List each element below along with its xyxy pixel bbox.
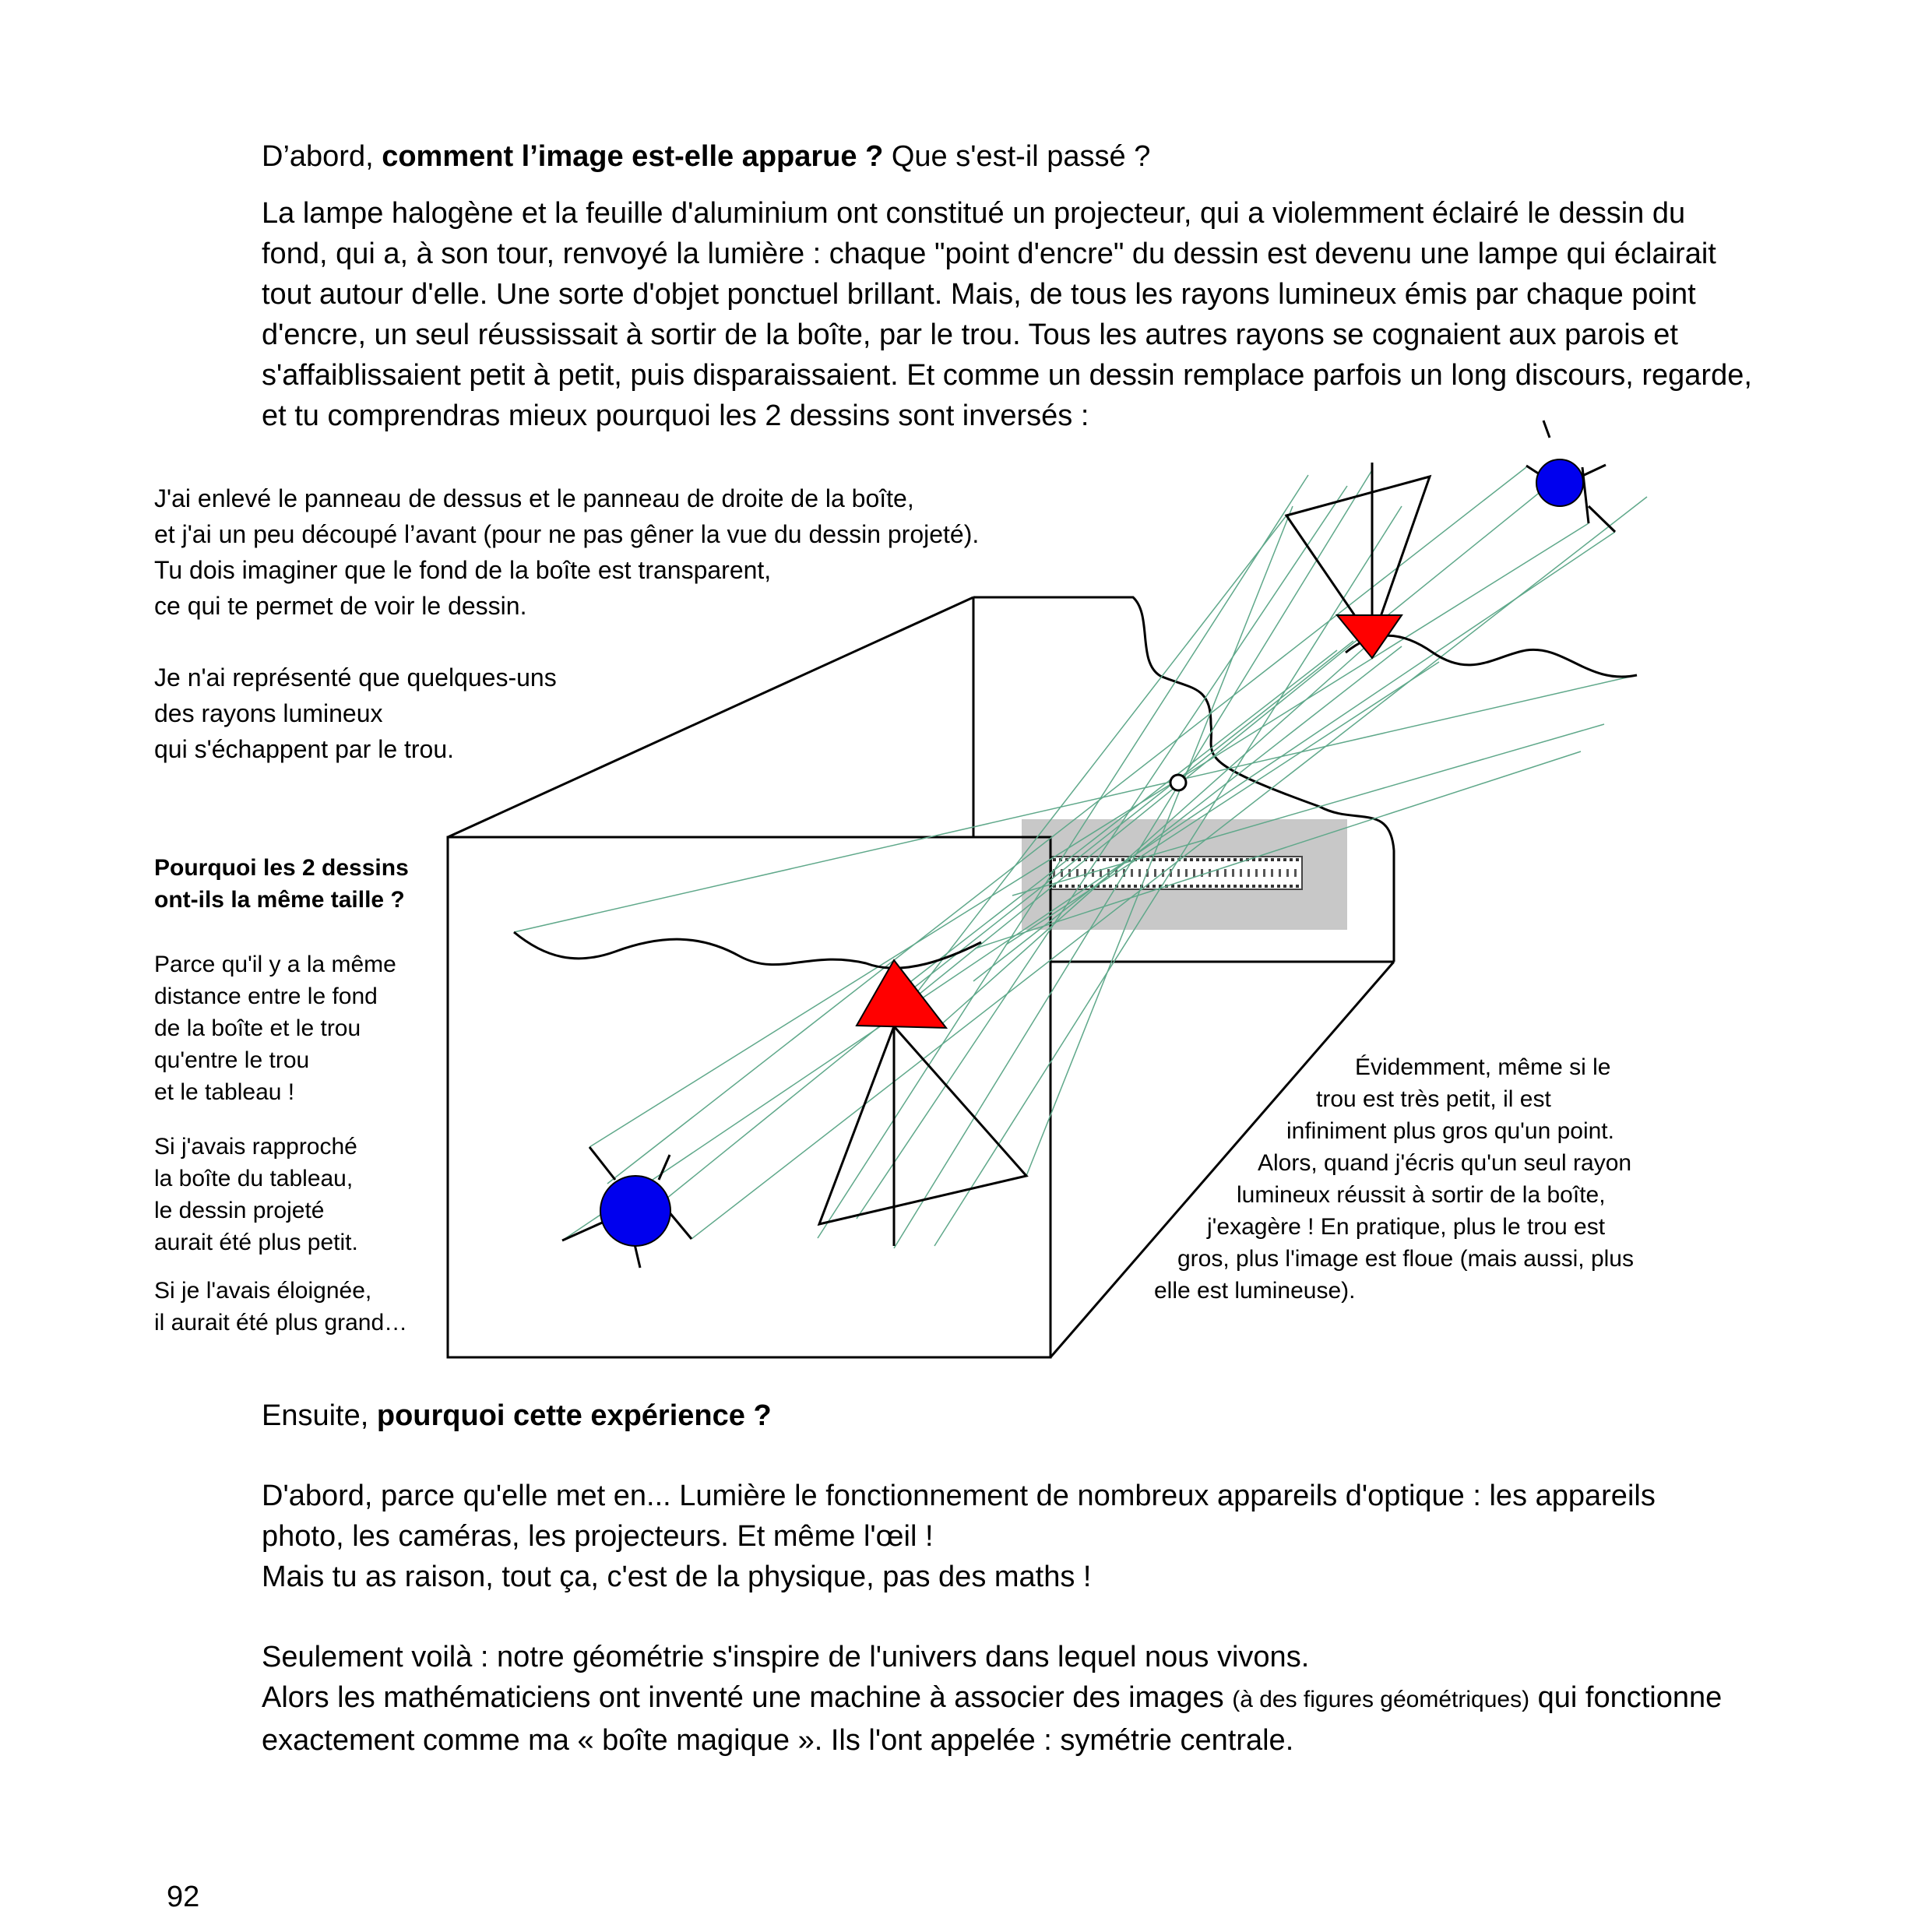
original-sun-ray — [589, 1147, 615, 1180]
question-line: Pourquoi les 2 dessins — [154, 855, 409, 881]
farther-line: Si je l'avais éloignée, — [154, 1278, 372, 1304]
answer-line: distance entre le fond — [154, 984, 378, 1009]
evidently-line: lumineux réussit à sortir de la boîte, — [1237, 1182, 1606, 1208]
original-sun-ray — [668, 1211, 692, 1239]
answer-line: qu'entre le trou — [154, 1047, 310, 1073]
geometry-line2-prefix: Alors les mathématiciens ont inventé une machine à associer des images — [262, 1681, 1233, 1714]
answer-line: de la boîte et le trou — [154, 1015, 361, 1041]
question-line: ont-ils la même taille ? — [154, 887, 405, 913]
then-heading — [262, 1395, 772, 1436]
evidently-line: gros, plus l'image est floue (mais aussi, plus — [1177, 1246, 1634, 1272]
note-line: et j'ai un peu découpé l’avant (pour ne pas gêner la vue du dessin projeté). — [154, 520, 980, 548]
same-size-question — [154, 852, 409, 916]
note-line: qui s'échappent par le trou. — [154, 735, 455, 763]
farther-note — [154, 1275, 407, 1339]
closer-note — [154, 1131, 358, 1258]
answer-line: et le tableau ! — [154, 1079, 295, 1105]
geometry-line: exactement comme ma « boîte magique ». Ils l'ont appelée : symétrie centrale. — [262, 1724, 1294, 1757]
evidently-line: trou est très petit, il est — [1316, 1086, 1551, 1112]
intro-bold-question: comment l’image est-elle apparue ? — [382, 140, 884, 173]
intro-line: d'encre, un seul réussissait à sortir de la boîte, par le trou. Tous les autres rayons se cognaient aux parois et — [262, 318, 1678, 351]
note-line: Tu dois imaginer que le fond de la boîte est transparent, — [154, 556, 772, 584]
intro-suffix: Que s'est-il passé ? — [883, 140, 1151, 173]
note-line: J'ai enlevé le panneau de dessus et le panneau de droite de la boîte, — [154, 484, 914, 512]
evidently-line: elle est lumineuse). — [1154, 1278, 1356, 1304]
then-prefix: Ensuite, — [262, 1399, 377, 1432]
geometry-line2-small: (à des figures géométriques) — [1232, 1687, 1530, 1712]
original-red-triangle — [857, 960, 946, 1028]
geometry-line: Seulement voilà : notre géométrie s'inspire de l'univers dans lequel nous vivons. — [262, 1641, 1310, 1673]
evidently-line: Alors, quand j'écris qu'un seul rayon — [1258, 1150, 1632, 1176]
then-bold: pourquoi cette expérience ? — [376, 1399, 772, 1432]
optics-line: photo, les caméras, les projecteurs. Et même l'œil ! — [262, 1520, 934, 1553]
intro-line: et tu comprendras mieux pourquoi les 2 dessins sont inversés : — [262, 399, 1089, 432]
projected-blue-sun — [1536, 459, 1583, 506]
intro-line: fond, qui a, à son tour, renvoyé la lumière : chaque "point d'encre" du dessin est devenu une lampe qui éclairait — [262, 238, 1716, 270]
original-wave — [514, 932, 981, 968]
light-ray — [903, 650, 1337, 987]
answer-line: Parce qu'il y a la même — [154, 952, 396, 977]
evidently-line: Évidemment, même si le — [1355, 1054, 1611, 1080]
projected-sun-ray — [1589, 506, 1615, 532]
closer-line: la boîte du tableau, — [154, 1166, 354, 1191]
intro-prefix: D’abord, — [262, 140, 382, 173]
closer-line: aurait été plus petit. — [154, 1230, 358, 1255]
note-line: ce qui te permet de voir le dessin. — [154, 592, 527, 620]
intro-line: tout autour d'elle. Une sorte d'objet ponctuel brillant. Mais, de tous les rayons lumineux émis par chaque point — [262, 278, 1696, 311]
optics-line: D'abord, parce qu'elle met en... Lumière le fonctionnement de nombreux appareils d'optique : les appareils — [262, 1480, 1656, 1512]
projected-sun-ray — [1543, 421, 1550, 438]
evidently-line: j'exagère ! En pratique, plus le trou est — [1207, 1214, 1606, 1240]
closer-line: le dessin projeté — [154, 1198, 325, 1223]
intro-line: s'affaiblissaient petit à petit, puis disparaissaient. Et comme un dessin remplace parfois un long discours, regarde, — [262, 359, 1752, 392]
original-sun-ray — [635, 1244, 640, 1268]
closer-line: Si j'avais rapproché — [154, 1134, 357, 1160]
original-sun-ray — [562, 1220, 607, 1240]
optics-paragraph — [262, 1476, 1656, 1597]
original-blue-sun — [600, 1176, 670, 1246]
page-number: 92 — [167, 1881, 200, 1913]
pinhole — [1170, 775, 1186, 790]
projected-sun-ray — [1581, 465, 1606, 477]
rays-note — [154, 660, 557, 767]
original-sail — [819, 1026, 1026, 1224]
original-sun-ray — [659, 1155, 670, 1180]
same-size-answer — [154, 948, 396, 1108]
geometry-paragraph — [262, 1637, 1722, 1761]
box-description-note — [154, 480, 979, 624]
geometry-line — [262, 1677, 1722, 1720]
note-line: Je n'ai représenté que quelques-uns — [154, 663, 557, 692]
geometry-line2-suffix: qui fonctionne — [1529, 1681, 1723, 1714]
evidently-line: infiniment plus gros qu'un point. — [1286, 1118, 1614, 1144]
note-line: des rayons lumineux — [154, 699, 383, 727]
optics-line: Mais tu as raison, tout ça, c'est de la physique, pas des maths ! — [262, 1561, 1092, 1593]
intro-line: La lampe halogène et la feuille d'aluminium ont constitué un projecteur, qui a violemment éclairé le dessin du — [262, 197, 1686, 230]
farther-line: il aurait été plus grand… — [154, 1310, 408, 1336]
